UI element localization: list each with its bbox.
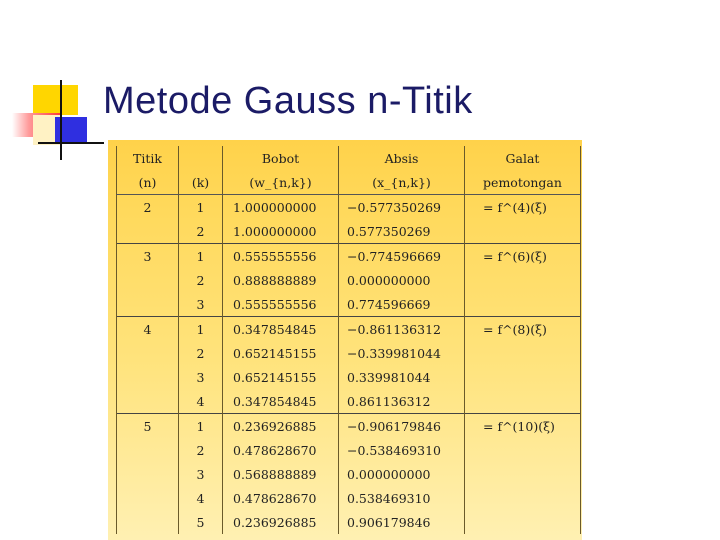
cell-n <box>117 341 179 365</box>
cell-weight: 0.236926885 <box>223 510 339 534</box>
table-row <box>117 389 581 414</box>
header-k-top <box>179 146 223 170</box>
cell-n <box>117 389 179 414</box>
cell-n <box>117 219 179 244</box>
table-row <box>117 486 581 510</box>
header-bobot: Bobot <box>223 146 339 170</box>
cell-weight: 1.000000000 <box>223 219 339 244</box>
cell-n: 3 <box>117 244 179 268</box>
table-row <box>117 462 581 486</box>
cell-error: = f^(10)(ξ) <box>465 414 581 438</box>
cell-n: 5 <box>117 414 179 438</box>
cell-n: 2 <box>117 195 179 219</box>
cell-abscissa: −0.339981044 <box>339 341 465 365</box>
gauss-table <box>116 146 581 534</box>
cell-weight: 0.478628670 <box>223 486 339 510</box>
header-row-2 <box>117 170 581 195</box>
cell-error <box>465 438 581 462</box>
cell-error <box>465 219 581 244</box>
cell-abscissa: 0.774596669 <box>339 292 465 317</box>
cell-abscissa: 0.538469310 <box>339 486 465 510</box>
cell-error <box>465 268 581 292</box>
cell-k: 4 <box>179 389 223 414</box>
cell-n <box>117 438 179 462</box>
cell-weight: 0.888888889 <box>223 268 339 292</box>
cell-weight: 0.555555556 <box>223 244 339 268</box>
table-row <box>117 244 581 268</box>
cell-error <box>465 365 581 389</box>
cell-weight: 1.000000000 <box>223 195 339 219</box>
cell-error <box>465 486 581 510</box>
cell-k: 3 <box>179 292 223 317</box>
cell-abscissa: 0.339981044 <box>339 365 465 389</box>
gauss-table-body <box>117 195 581 535</box>
cell-weight: 0.478628670 <box>223 438 339 462</box>
cell-error <box>465 341 581 365</box>
header-row-1 <box>117 146 581 170</box>
cell-n <box>117 292 179 317</box>
header-n-symbol: (n) <box>117 170 179 195</box>
cell-abscissa: −0.906179846 <box>339 414 465 438</box>
header-galat: Galat <box>465 146 581 170</box>
cell-weight: 0.347854845 <box>223 317 339 341</box>
header-w-symbol: (w_{n,k}) <box>223 170 339 195</box>
cell-abscissa: −0.774596669 <box>339 244 465 268</box>
cell-n <box>117 268 179 292</box>
gauss-table-panel <box>108 140 582 540</box>
table-row <box>117 317 581 341</box>
table-row <box>117 365 581 389</box>
cell-abscissa: −0.538469310 <box>339 438 465 462</box>
cell-weight: 0.347854845 <box>223 389 339 414</box>
cell-k: 2 <box>179 268 223 292</box>
slide-title: Metode Gauss n-Titik <box>103 80 473 122</box>
cell-k: 4 <box>179 486 223 510</box>
cell-abscissa: 0.906179846 <box>339 510 465 534</box>
cell-weight: 0.555555556 <box>223 292 339 317</box>
cell-error: = f^(6)(ξ) <box>465 244 581 268</box>
cell-k: 2 <box>179 341 223 365</box>
logo-horizontal-line <box>38 142 104 144</box>
header-pemotongan: pemotongan <box>465 170 581 195</box>
cell-k: 1 <box>179 414 223 438</box>
cell-abscissa: 0.861136312 <box>339 389 465 414</box>
cell-k: 2 <box>179 438 223 462</box>
table-row <box>117 438 581 462</box>
logo-yellow-block <box>33 85 78 115</box>
cell-k: 1 <box>179 244 223 268</box>
logo-vertical-line <box>60 80 62 160</box>
table-row <box>117 195 581 219</box>
header-x-symbol: (x_{n,k}) <box>339 170 465 195</box>
cell-weight: 0.652145155 <box>223 365 339 389</box>
cell-error <box>465 292 581 317</box>
cell-abscissa: 0.577350269 <box>339 219 465 244</box>
header-k-symbol: (k) <box>179 170 223 195</box>
cell-weight: 0.236926885 <box>223 414 339 438</box>
cell-error <box>465 389 581 414</box>
table-row <box>117 341 581 365</box>
cell-k: 1 <box>179 317 223 341</box>
cell-error: = f^(4)(ξ) <box>465 195 581 219</box>
cell-weight: 0.652145155 <box>223 341 339 365</box>
cell-abscissa: 0.000000000 <box>339 462 465 486</box>
cell-n <box>117 365 179 389</box>
cell-weight: 0.568888889 <box>223 462 339 486</box>
slide-logo <box>0 0 100 170</box>
cell-n <box>117 486 179 510</box>
cell-k: 3 <box>179 462 223 486</box>
header-absis: Absis <box>339 146 465 170</box>
cell-k: 2 <box>179 219 223 244</box>
cell-abscissa: −0.861136312 <box>339 317 465 341</box>
table-row <box>117 510 581 534</box>
cell-n <box>117 462 179 486</box>
table-row <box>117 268 581 292</box>
cell-abscissa: 0.000000000 <box>339 268 465 292</box>
cell-k: 1 <box>179 195 223 219</box>
cell-n <box>117 510 179 534</box>
cell-error <box>465 510 581 534</box>
cell-abscissa: −0.577350269 <box>339 195 465 219</box>
cell-error <box>465 462 581 486</box>
cell-k: 3 <box>179 365 223 389</box>
cell-error: = f^(8)(ξ) <box>465 317 581 341</box>
cell-k: 5 <box>179 510 223 534</box>
table-row <box>117 219 581 244</box>
cell-n: 4 <box>117 317 179 341</box>
table-row <box>117 292 581 317</box>
header-titik: Titik <box>117 146 179 170</box>
table-row <box>117 414 581 438</box>
